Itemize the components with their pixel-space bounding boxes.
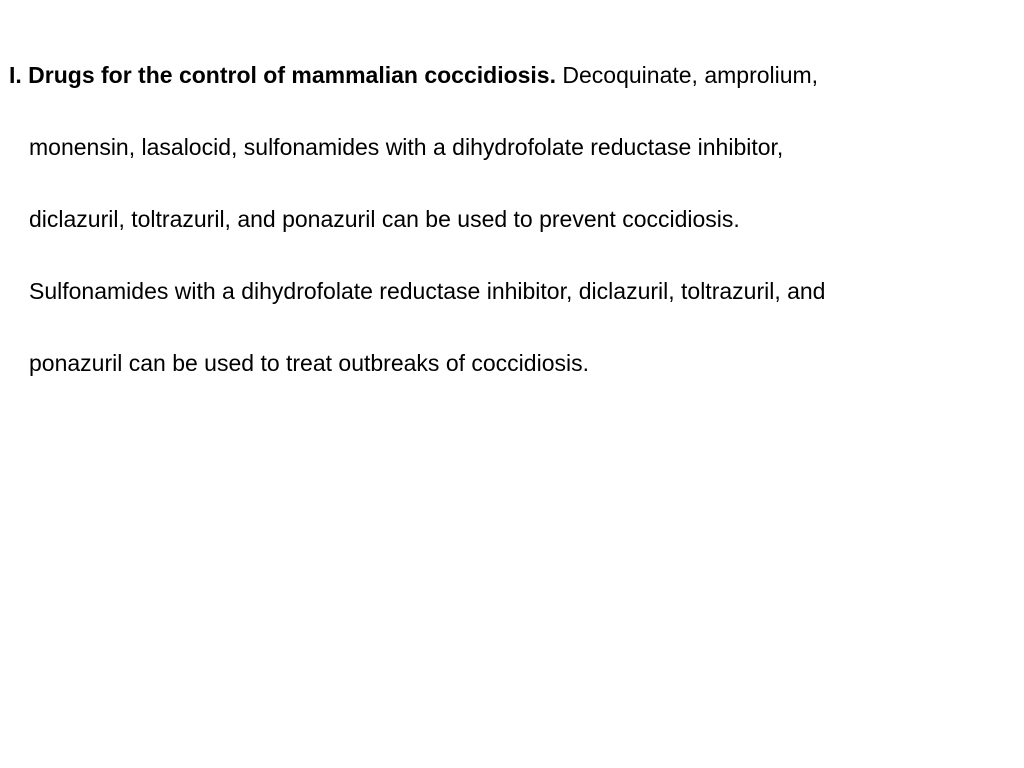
text-line-3 (9, 196, 1009, 268)
text-line-5 (9, 340, 1009, 412)
text-paragraph (9, 52, 1009, 412)
text-line-1 (9, 52, 1009, 124)
paragraph-line-4: Sulfonamides with a dihydrofolate reductase inhibitor, diclazuril, toltrazuril, and (29, 278, 826, 304)
paragraph-line-2: monensin, lasalocid, sulfonamides with a dihydrofolate reductase inhibitor, (29, 134, 784, 160)
paragraph-line-3: diclazuril, toltrazuril, and ponazuril can be used to prevent coccidiosis. (29, 206, 740, 232)
paragraph-line-1: Decoquinate, amprolium, (562, 62, 819, 88)
text-line-2 (9, 124, 1009, 196)
text-line-4 (9, 268, 1009, 340)
paragraph-heading: I. Drugs for the control of mammalian coccidiosis. (9, 62, 556, 88)
paragraph-line-5: ponazuril can be used to treat outbreaks of coccidiosis. (29, 350, 589, 376)
